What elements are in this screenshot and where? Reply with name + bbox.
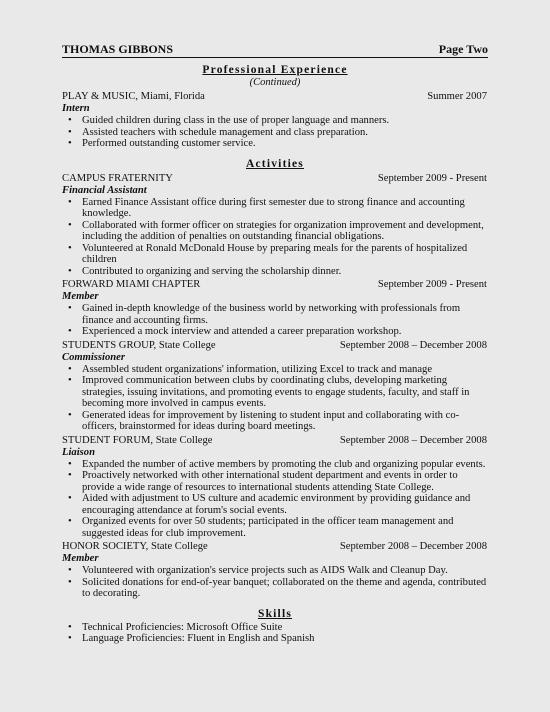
entry-organization: STUDENTS GROUP, State College bbox=[62, 339, 216, 351]
entry-role: Member bbox=[62, 291, 99, 302]
entry-header bbox=[62, 91, 488, 103]
entry-date: September 2008 – December 2008 bbox=[339, 541, 487, 552]
entry-date: September 2009 - Present bbox=[377, 172, 487, 184]
bullet-item: • Solicited donations for end-of-year banquet; collaborated on the theme and agenda, contributed to decorating. bbox=[82, 577, 488, 600]
activity-entry bbox=[62, 541, 488, 600]
section-title-activities: Activities bbox=[246, 157, 304, 170]
entry-header bbox=[62, 435, 488, 447]
skills-bullets bbox=[62, 622, 488, 645]
section-subtitle-continued: (Continued) bbox=[249, 77, 301, 88]
entry-role: Liaison bbox=[62, 446, 95, 458]
activity-entry bbox=[62, 279, 488, 338]
activities-section bbox=[62, 158, 488, 600]
entry-header bbox=[62, 279, 488, 291]
bullet-item: • Guided children during class in the use of proper language and manners. bbox=[82, 115, 488, 127]
entry-header bbox=[62, 541, 488, 553]
bullet-item: • Experienced a mock interview and attended a career preparation workshop. bbox=[82, 326, 488, 338]
bullet-item: • Volunteered at Ronald McDonald House by preparing meals for the parents of hospitalized children bbox=[82, 243, 488, 266]
section-title-skills: Skills bbox=[257, 607, 293, 620]
entry-organization: STUDENT FORUM, State College bbox=[62, 434, 213, 446]
page-number: Page Two bbox=[438, 42, 488, 56]
bullet-item: • Language Proficiencies: Fluent in English and Spanish bbox=[82, 633, 488, 645]
activity-entry bbox=[62, 173, 488, 278]
experience-section bbox=[62, 64, 488, 150]
bullet-item: • Assembled student organizations' information, utilizing Excel to track and manage bbox=[82, 364, 488, 376]
bullet-item: • Earned Finance Assistant office during first semester due to strong finance and accounting knowledge. bbox=[82, 197, 488, 220]
bullet-item: • Contributed to organizing and serving the scholarship dinner. bbox=[82, 266, 488, 278]
entry-organization: HONOR SOCIETY, State College bbox=[62, 541, 208, 552]
bullet-item: • Expanded the number of active members by promoting the club and organizing popular events. bbox=[82, 459, 488, 471]
skills-section bbox=[62, 608, 488, 645]
entry-header bbox=[62, 173, 488, 185]
entry-bullets bbox=[62, 364, 488, 433]
bullet-item: • Proactively networked with other international student department and events in order to provide a wide range of resources to international students attending State College. bbox=[82, 470, 488, 493]
entry-role: Intern bbox=[62, 103, 90, 114]
bullet-item: • Improved communication between clubs by coordinating clubs, developing marketing strategies, issuing invitations, and promoting events to engage students, faculty, and staff in becoming more involved in campus events. bbox=[82, 375, 488, 410]
page-header bbox=[62, 43, 488, 58]
bullet-item: • Collaborated with former officer on strategies for organization improvement and development, including the addition of penalties on outstanding financial obligations. bbox=[82, 220, 488, 243]
entry-bullets bbox=[62, 197, 488, 278]
bullet-item: • Organized events for over 50 students; participated in the officer team management and suggested ideas for club improvement. bbox=[82, 516, 488, 539]
bullet-item: • Technical Proficiencies: Microsoft Office Suite bbox=[82, 622, 488, 634]
experience-entry bbox=[62, 91, 488, 150]
entry-role: Financial Assistant bbox=[62, 184, 147, 196]
section-title-experience: Professional Experience bbox=[202, 64, 348, 76]
bullet-item: • Generated ideas for improvement by listening to student input and collaborating with co-officers, brainstormed for ideas during board meetings. bbox=[82, 410, 488, 433]
entry-role: Member bbox=[62, 553, 99, 564]
bullet-item: • Assisted teachers with schedule management and class preparation. bbox=[82, 127, 488, 139]
bullet-item: • Aided with adjustment to US culture and academic environment by providing guidance and encouraging attendance at forum's social events. bbox=[82, 493, 488, 516]
entry-organization: PLAY & MUSIC, Miami, Florida bbox=[62, 91, 205, 102]
entry-date: September 2009 - Present bbox=[377, 279, 487, 290]
entry-date: September 2008 – December 2008 bbox=[339, 434, 487, 446]
bullet-item: • Gained in-depth knowledge of the business world by networking with professionals from finance and accounting firms. bbox=[82, 303, 488, 326]
activity-entry bbox=[62, 435, 488, 540]
entry-organization: CAMPUS FRATERNITY bbox=[62, 172, 173, 184]
activity-entry bbox=[62, 340, 488, 433]
entry-bullets bbox=[62, 115, 488, 150]
entry-header bbox=[62, 340, 488, 352]
entry-bullets bbox=[62, 565, 488, 600]
entry-date: Summer 2007 bbox=[427, 91, 487, 102]
candidate-name: THOMAS GIBBONS bbox=[62, 42, 174, 56]
bullet-item: • Volunteered with organization's service projects such as AIDS Walk and Cleanup Day. bbox=[82, 565, 488, 577]
entry-date: September 2008 – December 2008 bbox=[339, 339, 487, 351]
entry-bullets bbox=[62, 303, 488, 338]
bullet-item: • Performed outstanding customer service. bbox=[82, 138, 488, 150]
entry-role: Commissioner bbox=[62, 351, 125, 363]
entry-organization: FORWARD MIAMI CHAPTER bbox=[62, 279, 201, 290]
entry-bullets bbox=[62, 459, 488, 540]
